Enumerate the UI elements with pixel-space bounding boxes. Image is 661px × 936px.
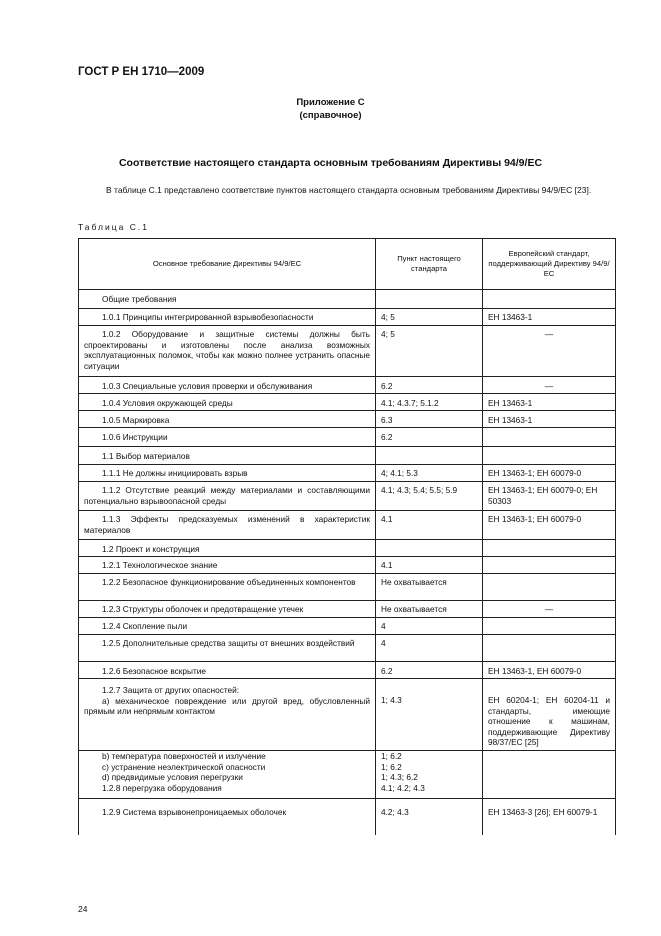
requirement-cell: d) предвидимые условия перегрузки (102, 772, 243, 782)
table-row (79, 482, 616, 511)
table-row (79, 309, 616, 326)
clause-cell: 6.2 (376, 428, 483, 447)
group-title: Общие требования (102, 294, 177, 304)
standard-cell (483, 557, 616, 574)
requirement-cell: 1.2.9 Система взрывонепроницаемых оболочек (102, 807, 287, 817)
table-row (79, 662, 616, 679)
standard-cell: ЕН 13463-1; ЕН 60079-0 (483, 465, 616, 482)
clause-cell: 4.2; 4.3 (376, 799, 483, 835)
standard-cell: ЕН 13463-3 [26]; ЕН 60079-1 (483, 799, 616, 835)
clause-cell: 6.2 (376, 662, 483, 679)
table-row (79, 618, 616, 635)
appendix-header (0, 96, 661, 122)
requirement-cell: 1.0.1 Принципы интегрированной взрывобезопасности (102, 312, 314, 322)
requirement-cell: 1.2.2 Безопасное функционирование объединенных компонентов (102, 577, 356, 587)
requirement-cell: 1.2.6 Безопасное вскрытие (102, 666, 207, 676)
clause-cell: 1; 4.3; 6.2 (381, 772, 418, 782)
standard-cell: ЕН 60204-1; ЕН 60204-11 и стандарты, имеющие отношение к машинам, поддерживающие Директиву 98/37/ЕС [25] (483, 679, 616, 751)
requirement-cell: 1.2.4 Скопление пыли (102, 621, 188, 631)
clause-cell: 6.2 (376, 377, 483, 394)
requirement-cell: 1.0.5 Маркировка (102, 415, 170, 425)
clause-cell: Не охватывается (376, 601, 483, 618)
clause-cell: 4; 5 (376, 309, 483, 326)
standard-cell: ЕН 13463-1, ЕН 60079-0 (483, 662, 616, 679)
requirement-cell: 1.2.3 Структуры оболочек и предотвращение утечек (102, 604, 304, 614)
requirement-cell: 1.0.6 Инструкции (102, 432, 168, 442)
clause-cell: 1; 4.3 (376, 679, 483, 751)
table-row (79, 557, 616, 574)
table-row (79, 679, 616, 751)
table-row (79, 377, 616, 394)
table-row (79, 465, 616, 482)
group-materials (79, 447, 616, 540)
requirement-cell: 1.1.2 Отсутствие реакций между материалами и составляющими потенциально взрывоопасной среды (84, 485, 370, 506)
clause-cell: 4.1; 4.3; 5.4; 5.5; 5.9 (376, 482, 483, 511)
table-row (79, 428, 616, 447)
clause-cell: 1; 6.2 (381, 761, 402, 772)
table-row (79, 326, 616, 377)
table-row (79, 635, 616, 662)
requirement-cell: 1.2.5 Дополнительные средства защиты от внешних воздействий (102, 638, 355, 648)
clause-cell: 4.1; 4.2; 4.3 (381, 782, 425, 793)
requirement-cell: 1.1.1 Не должны инициировать взрыв (102, 468, 248, 478)
standard-cell (483, 635, 616, 662)
table-row (79, 394, 616, 411)
compliance-table (78, 238, 616, 835)
group-design (79, 540, 616, 835)
group-title-row (79, 447, 616, 465)
table-row (79, 799, 616, 835)
requirement-title: 1.2.7 Защита от других опасностей: (102, 685, 240, 695)
requirement-cell: а) механическое повреждение или другой вред, обусловленный прямым или непрямым контактом (84, 695, 370, 716)
clause-cell: 6.3 (376, 411, 483, 428)
group-title: 1.1 Выбор материалов (102, 451, 190, 461)
clause-cell: Не охватывается (376, 574, 483, 601)
requirement-cell: b) температура поверхностей и излучение (102, 751, 266, 761)
table-row (79, 601, 616, 618)
appendix-subtitle: (справочное) (299, 110, 362, 121)
clause-cell: 4.1; 4.3.7; 5.1.2 (376, 394, 483, 411)
requirement-cell: 1.0.3 Специальные условия проверки и обслуживания (102, 381, 313, 391)
intro-paragraph: В таблице С.1 представлено соответствие пунктов настоящего стандарта основным требованиям Директивы 94/9/ЕС [23]. (106, 185, 592, 195)
document-code: ГОСТ Р ЕН 1710—2009 (78, 66, 205, 78)
requirement-cell: 1.2.8 перегрузка оборудования (102, 782, 222, 793)
requirement-cell: 1.2.1 Технологическое знание (102, 560, 218, 570)
table-label: Таблица С.1 (78, 222, 149, 232)
clause-cell: 4 (376, 618, 483, 635)
header-european-standard: Европейский стандарт, поддерживающий Директиву 94/9/ЕС (483, 239, 616, 290)
standard-cell: ЕН 13463-1; ЕН 60079-0; ЕН 50303 (483, 482, 616, 511)
header-requirement: Основное требование Директивы 94/9/ЕС (79, 239, 376, 290)
clause-cell: 4; 5 (376, 326, 483, 377)
group-title-row (79, 290, 616, 309)
standard-cell (483, 574, 616, 601)
group-title-row (79, 540, 616, 557)
standard-cell: — (483, 601, 616, 618)
standard-cell (483, 618, 616, 635)
group-title: 1.2 Проект и конструкция (102, 544, 200, 554)
standard-cell: — (483, 377, 616, 394)
standard-cell: — (483, 326, 616, 377)
requirement-cell: c) устранение неэлектрической опасности (102, 761, 266, 772)
section-heading: Соответствие настоящего стандарта основным требованиям Директивы 94/9/ЕС (118, 157, 543, 169)
group-general (79, 290, 616, 447)
table-row (79, 751, 616, 799)
table-row (79, 574, 616, 601)
clause-cell: 4; 4.1; 5.3 (376, 465, 483, 482)
appendix-title: Приложение С (296, 97, 365, 108)
clause-cell: 4.1 (376, 557, 483, 574)
requirement-cell: 1.0.2 Оборудование и защитные системы должны быть спроектированы и изготовлены после анализа возможных эксплуатационных поломок, чтобы как можно полнее устранить опасные ситуации (84, 329, 370, 371)
table-row (79, 511, 616, 540)
header-clause: Пункт настоящего стандарта (376, 239, 483, 290)
standard-cell: ЕН 13463-1 (483, 411, 616, 428)
clause-cell: 1; 6.2 (381, 751, 402, 761)
page-number: 24 (78, 904, 88, 914)
standard-cell: ЕН 13463-1 (483, 309, 616, 326)
table-header-row (79, 239, 616, 290)
requirement-cell: 1.1.3 Эффекты предсказуемых изменений в характеристик материалов (84, 514, 370, 535)
standard-cell: ЕН 13463-1; ЕН 60079-0 (483, 511, 616, 540)
standard-cell: ЕН 13463-1 (483, 394, 616, 411)
requirement-cell: 1.0.4 Условия окружающей среды (102, 398, 233, 408)
standard-cell (483, 428, 616, 447)
clause-cell: 4 (376, 635, 483, 662)
clause-cell: 4.1 (376, 511, 483, 540)
table-row (79, 411, 616, 428)
